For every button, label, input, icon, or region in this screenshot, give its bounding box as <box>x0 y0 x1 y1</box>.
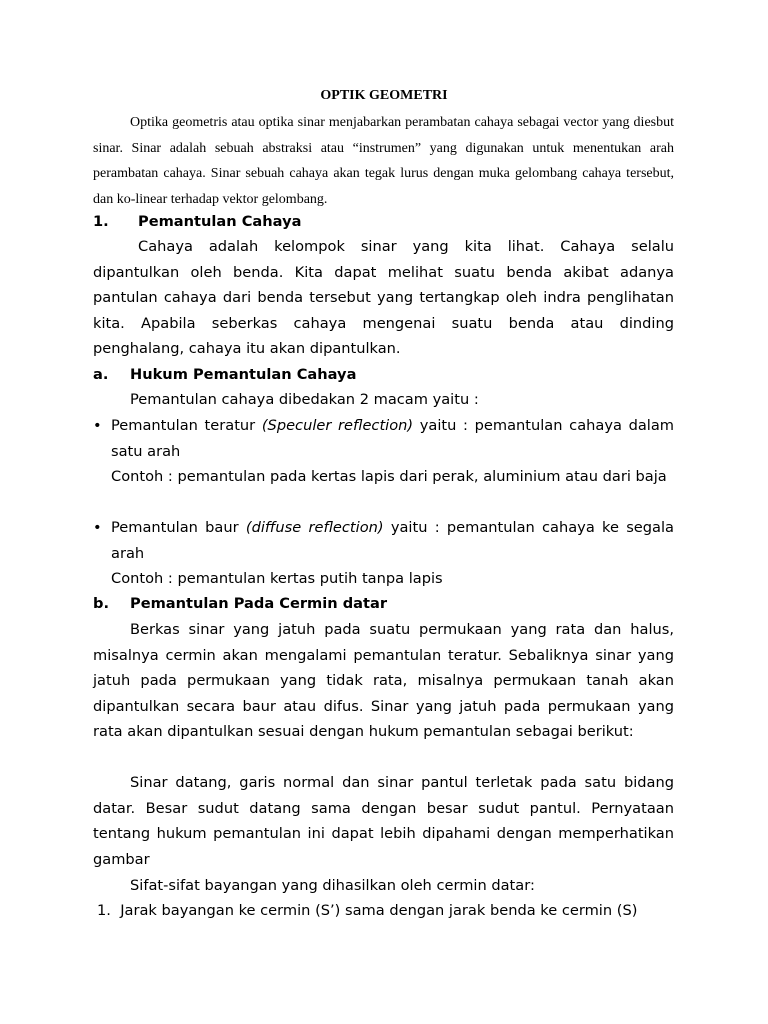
section-1-paragraph <box>93 234 674 362</box>
bullet-1-start: Pemantulan teratur <box>111 417 262 434</box>
bullet-1-term: (Speculer reflection) <box>261 417 414 434</box>
document-title: OPTIK GEOMETRI <box>320 88 448 103</box>
list-item-1: 1. Jarak bayangan ke cermin (S’) sama dengan jarak benda ke cermin (S) <box>97 902 638 919</box>
section-1-title: Pemantulan Cahaya <box>138 213 302 230</box>
subsection-b-paragraph-2-text: Sinar datang, garis normal dan sinar pantul terletak pada satu bidang datar. Besar sudut datang sama dengan besar sudut pantul. Pernyataan tentang hukum pemantulan ini dapat lebih dipahami dengan memperhatikan gambar <box>93 774 674 868</box>
subsection-b-title: Pemantulan Pada Cermin datar <box>130 595 388 612</box>
section-1-number: 1. <box>93 213 109 230</box>
bullet-1-example-text: Contoh : pemantulan pada kertas lapis dari perak, aluminium atau dari baja <box>111 468 667 485</box>
bullet-1-example <box>111 464 674 490</box>
bullet-2-start: Pemantulan baur <box>111 519 246 536</box>
bullet-1-rest: yaitu : pemantulan cahaya dalam satu arah <box>111 417 675 460</box>
subsection-a-letter: a. <box>93 366 109 383</box>
bullet-1-dot: • <box>93 417 102 434</box>
subsection-b-paragraph-3: Sifat-sifat bayangan yang dihasilkan oleh cermin datar: <box>130 877 535 894</box>
subsection-a-title: Hukum Pemantulan Cahaya <box>130 366 357 383</box>
section-1-paragraph-text: Cahaya adalah kelompok sinar yang kita lihat. Cahaya selalu dipantulkan oleh benda. Kita dapat melihat suatu benda akibat adanya pantulan cahaya dari benda tersebut yang tertangkap oleh indra penglihatan kita. Apabila seberkas cahaya mengenai suatu benda atau dinding penghalang, cahaya itu akan dipantulkan. <box>93 238 674 358</box>
intro-paragraph <box>93 110 674 212</box>
bullet-2 <box>111 515 674 566</box>
subsection-b-paragraph-2 <box>93 770 674 872</box>
subsection-b-letter: b. <box>93 595 109 612</box>
subsection-b-paragraph-1 <box>93 617 674 745</box>
bullet-1 <box>111 413 674 464</box>
subsection-b-paragraph-1-text: Berkas sinar yang jatuh pada suatu permukaan yang rata dan halus, misalnya cermin akan mengalami pemantulan teratur. Sebaliknya sinar yang jatuh pada permukaan yang tidak rata, misalnya permukaan tanah akan dipantulkan secara baur atau difus. Sinar yang jatuh pada permukaan yang rata akan dipantulkan sesuai dengan hukum pemantulan sebagai berikut: <box>93 621 674 741</box>
bullet-2-dot: • <box>93 519 102 536</box>
intro-text: Optika geometris atau optika sinar menjabarkan perambatan cahaya sebagai vector yang diesbut sinar. Sinar adalah sebuah abstraksi atau “instrumen” yang digunakan untuk menentukan arah perambatan cahaya. Sinar sebuah cahaya akan tegak lurus dengan muka gelombang cahaya tersebut, dan ko-linear terhadap vektor gelombang. <box>93 115 674 207</box>
bullet-2-example: Contoh : pemantulan kertas putih tanpa lapis <box>111 570 443 587</box>
subsection-a-lead: Pemantulan cahaya dibedakan 2 macam yaitu : <box>130 391 479 408</box>
bullet-2-rest: yaitu : pemantulan cahaya ke segala arah <box>111 519 674 562</box>
bullet-2-term: (diffuse reflection) <box>245 519 384 536</box>
